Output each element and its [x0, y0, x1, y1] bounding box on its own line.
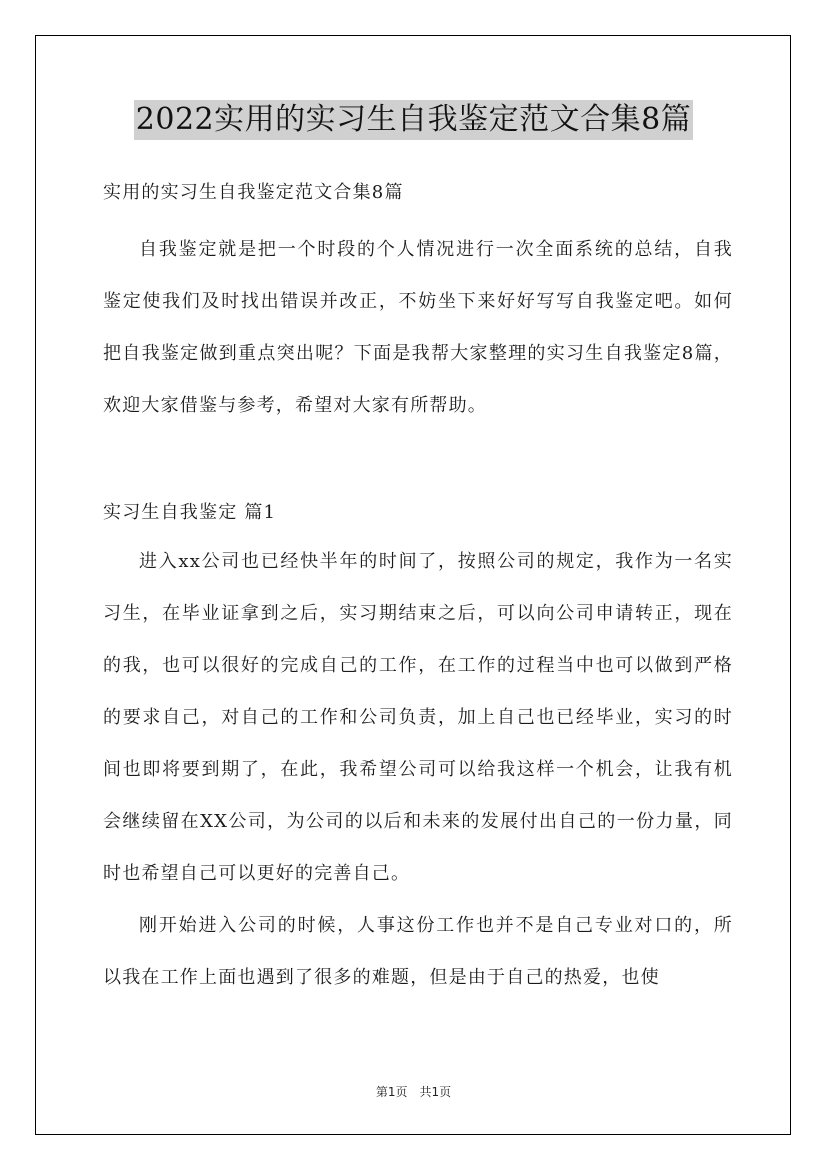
body-paragraph-1: 进入xx公司也已经快半年的时间了，按照公司的规定，我作为一名实习生，在毕业证拿到之后，实习期结束之后，可以向公司申请转正，现在的我，也可以很好的完成自己的工作，在工作的过程当中也可以做到严格的要求自己，对自己的工作和公司负责，加上自己也已经毕业，实习的时间也即将要到期了，在此，我希望公司可以给我这样一个机会，让我有机会继续留在XX公司，为公司的以后和未来的发展付出自己的一份力量，同时也希望自己可以更好的完善自己。	[103, 551, 733, 884]
section-heading: 实习生自我鉴定 篇1	[103, 502, 277, 523]
body-paragraph-2: 刚开始进入公司的时候，人事这份工作也并不是自己专业对口的，所以我在工作上面也遇到了很多的难题，但是由于自己的热爱，也使	[103, 915, 733, 988]
intro-paragraph: 自我鉴定就是把一个时段的个人情况进行一次全面系统的总结，自我鉴定使我们及时找出错误并改正，不妨坐下来好好写写自我鉴定吧。如何把自我鉴定做到重点突出呢？下面是我帮大家整理的实习生自我鉴定8篇，欢迎大家借鉴与参考，希望对大家有所帮助。	[103, 239, 733, 416]
document-body	[103, 170, 733, 1004]
page-footer: 第1页 共1页	[375, 1085, 452, 1099]
document-subtitle: 实用的实习生自我鉴定范文合集8篇	[103, 182, 404, 203]
title-container	[0, 100, 827, 140]
document-title: 2022实用的实习生自我鉴定范文合集8篇	[134, 100, 693, 140]
